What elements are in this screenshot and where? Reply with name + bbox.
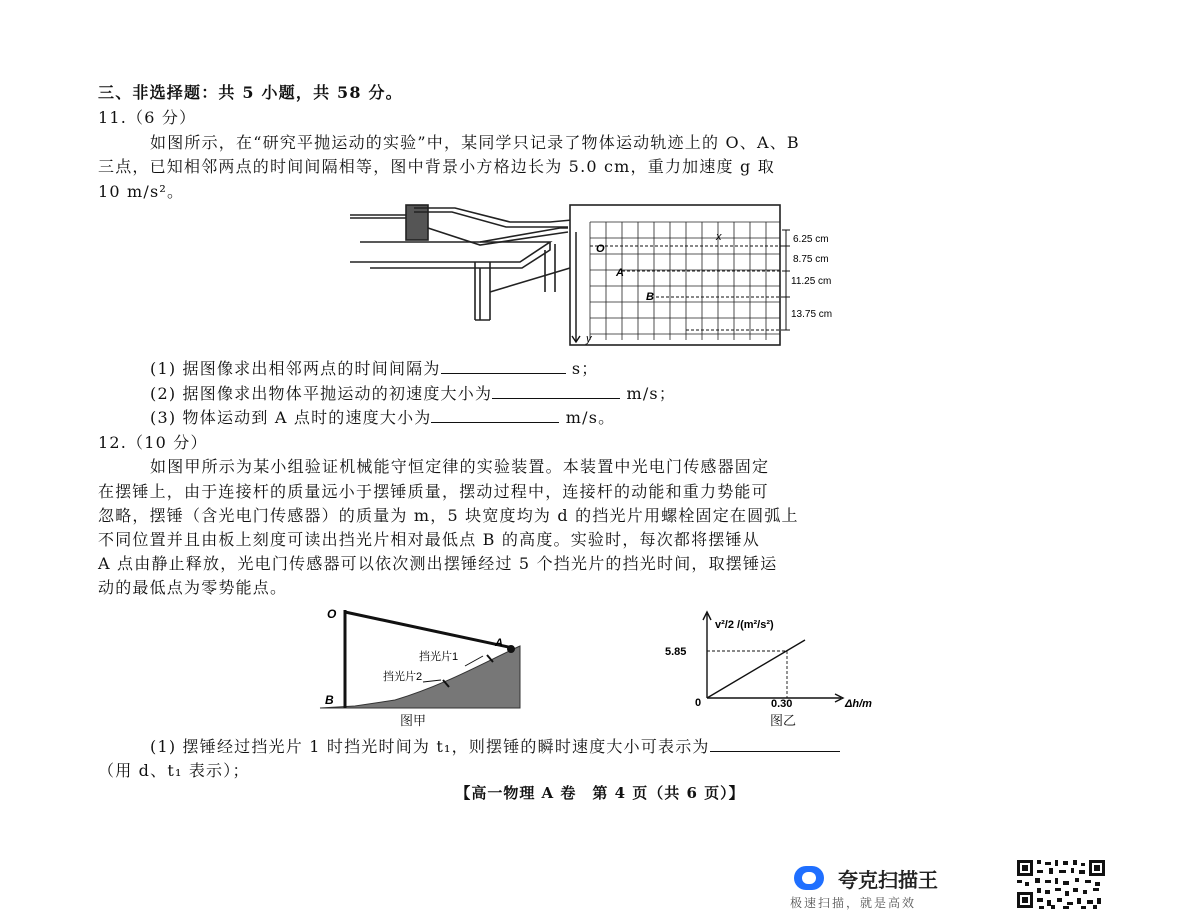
q11-intro-line-1: 如图所示，在“研究平抛运动的实验”中，某同学只记录了物体运动轨迹上的 O、A、B (150, 133, 800, 152)
q11-sub2-unit: m/s； (626, 384, 677, 403)
point-a-label: A (616, 267, 624, 279)
jia-b-label: B (325, 693, 334, 707)
q12-intro-line-6: 动的最低点为零势能点。 (98, 578, 288, 597)
q11-sub1-text: (1) 据图像求出相邻两点的时间间隔为 (150, 359, 441, 378)
qr-code-icon (1015, 858, 1107, 910)
q11-header: 11.（6 分） (98, 108, 197, 127)
plate-1-label: 挡光片1 (419, 651, 459, 663)
fig-jia (315, 600, 525, 712)
q11-sub2 (150, 381, 676, 404)
table-apparatus (350, 205, 572, 320)
distance-3: 11.25 cm (791, 276, 832, 287)
q12-intro-line-4: 不同位置并且由板上刻度可读出挡光片相对最低点 B 的高度。实验时，每次都将摆锤从 (98, 530, 760, 549)
q11-sub3-text: (3) 物体运动到 A 点时的速度大小为 (150, 408, 432, 427)
q11-sub2-blank[interactable] (492, 384, 620, 399)
fig-yi-caption: 图乙 (770, 714, 797, 729)
plate-2-leader (423, 680, 441, 682)
plate-1-leader (465, 656, 483, 666)
q12-sub1-blank[interactable] (710, 737, 840, 752)
q12-intro-line-3: 忽略，摆锤（含光电门传感器）的质量为 m，5 块宽度均为 d 的挡光片用螺栓固定在圆弧上 (98, 506, 799, 525)
distance-4: 13.75 cm (791, 309, 833, 320)
yi-y-axis-label: v²/2 /(m²/s²) (715, 619, 774, 631)
plate-2-label: 挡光片2 (383, 671, 423, 683)
q11-sub3 (150, 405, 615, 428)
scanner-logo-icon (794, 866, 824, 890)
q12-intro-line-1: 如图甲所示为某小组验证机械能守恒定律的实验装置。本装置中光电门传感器固定 (150, 457, 770, 476)
point-o-label: O (596, 243, 605, 255)
q11-intro-line-3: 10 m/s²。 (98, 182, 185, 201)
fig-jia-caption: 图甲 (400, 714, 427, 729)
q11-figure (350, 200, 870, 348)
jia-a-label: A (495, 637, 503, 649)
scanner-watermark (790, 860, 1010, 910)
point-b-label: B (646, 291, 654, 303)
q11-sub3-unit: m/s。 (565, 408, 616, 427)
axis-y-label: y (586, 333, 592, 345)
yi-line (707, 640, 805, 698)
q12-intro-line-5: A 点由静止释放，光电门传感器可以依次测出摆锤经过 5 个挡光片的挡光时间，取摆锤运 (98, 554, 778, 573)
jia-o-label: O (327, 607, 337, 621)
q12-sub1-text: (1) 摆锤经过挡光片 1 时挡光时间为 t₁，则摆锤的瞬时速度大小可表示为 (150, 737, 710, 756)
distance-1: 6.25 cm (793, 234, 829, 245)
q11-intro-line-2: 三点，已知相邻两点的时间间隔相等，图中背景小方格边长为 5.0 cm，重力加速度 g 取 (98, 157, 775, 176)
page-footer: 【高一物理 A 卷 第 4 页（共 6 页）】 (455, 784, 745, 802)
pendulum-bob (507, 645, 515, 653)
distance-2: 8.75 cm (793, 254, 829, 265)
grid-board (570, 205, 780, 345)
pendulum-rod (345, 612, 513, 648)
yi-origin: 0 (695, 697, 702, 709)
q12-header: 12.（10 分） (98, 433, 208, 452)
scanner-slogan: 极速扫描，就是高效 (790, 896, 917, 910)
q11-sub1-blank[interactable] (441, 359, 566, 374)
scanner-name: 夸克扫描王 (838, 868, 938, 892)
q11-sub1-unit: s； (571, 359, 599, 378)
q12-sub1 (150, 734, 840, 757)
yi-x-axis-label: Δh/m (845, 698, 872, 710)
yi-y-tick: 5.85 (665, 646, 687, 658)
q11-sub3-blank[interactable] (431, 408, 559, 423)
q11-sub1 (150, 356, 598, 379)
distance-markers (782, 230, 790, 330)
yi-x-tick: 0.30 (771, 698, 793, 710)
fig-yi (655, 606, 895, 710)
q11-sub2-text: (2) 据图像求出物体平抛运动的初速度大小为 (150, 384, 493, 403)
section-title: 三、非选择题：共 5 小题，共 58 分。 (98, 83, 403, 102)
axis-x-label: x (716, 231, 722, 243)
q12-sub1-post: （用 d、t₁ 表示）； (98, 761, 250, 780)
q12-intro-line-2: 在摆锤上，由于连接杆的质量远小于摆锤质量，摆动过程中，连接杆的动能和重力势能可 (98, 482, 769, 501)
